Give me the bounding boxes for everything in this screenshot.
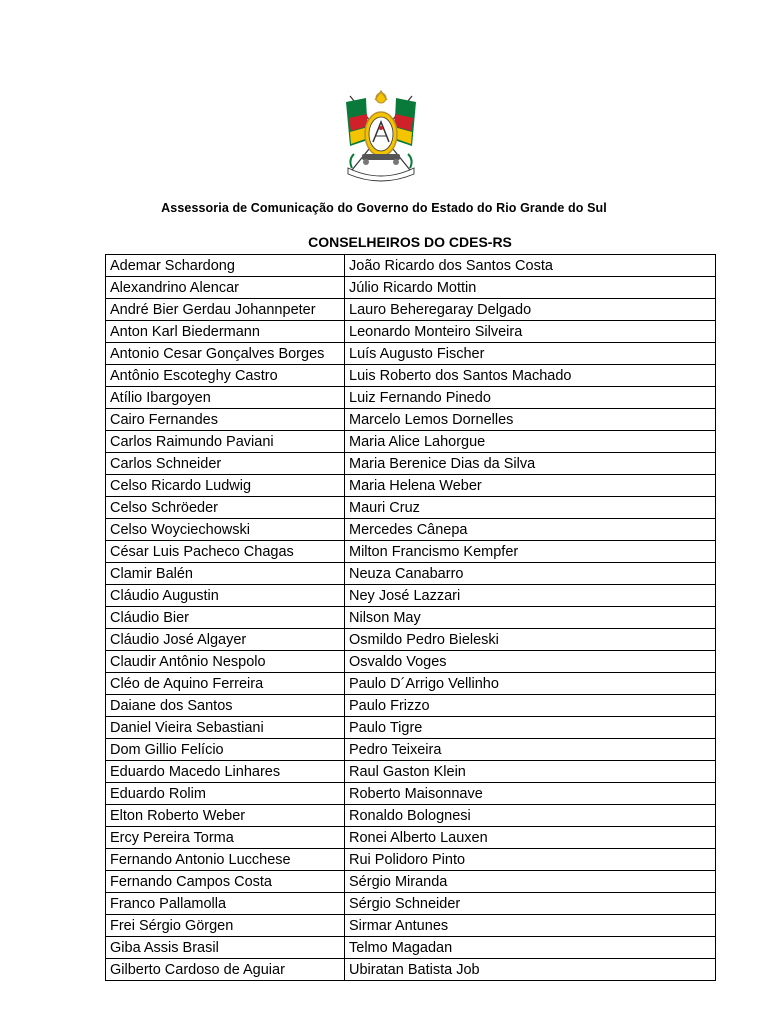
member-name-right: Sérgio Schneider — [345, 893, 716, 915]
table-row — [106, 563, 716, 585]
table-row — [106, 365, 716, 387]
member-name-left: Clamir Balén — [106, 563, 345, 585]
member-name-right: Lauro Beheregaray Delgado — [345, 299, 716, 321]
member-name-right: Paulo Tigre — [345, 717, 716, 739]
member-name-right: Pedro Teixeira — [345, 739, 716, 761]
member-name-right: Osmildo Pedro Bieleski — [345, 629, 716, 651]
agency-name: Assessoria de Comunicação do Governo do Estado do Rio Grande do Sul — [161, 201, 607, 215]
member-name-right: Leonardo Monteiro Silveira — [345, 321, 716, 343]
table-row — [106, 695, 716, 717]
table-row — [106, 893, 716, 915]
table-row — [106, 827, 716, 849]
member-name-left: Gilberto Cardoso de Aguiar — [106, 959, 345, 981]
member-name-right: Roberto Maisonnave — [345, 783, 716, 805]
member-name-left: Eduardo Macedo Linhares — [106, 761, 345, 783]
member-name-left: Cairo Fernandes — [106, 409, 345, 431]
member-name-left: Cláudio Augustin — [106, 585, 345, 607]
member-name-right: Luís Augusto Fischer — [345, 343, 716, 365]
member-name-left: Atílio Ibargoyen — [106, 387, 345, 409]
table-row — [106, 321, 716, 343]
member-name-left: Giba Assis Brasil — [106, 937, 345, 959]
member-name-right: Maria Berenice Dias da Silva — [345, 453, 716, 475]
member-name-left: Fernando Campos Costa — [106, 871, 345, 893]
table-row — [106, 453, 716, 475]
member-name-right: Sérgio Miranda — [345, 871, 716, 893]
member-name-right: Neuza Canabarro — [345, 563, 716, 585]
member-name-right: Mauri Cruz — [345, 497, 716, 519]
member-name-right: Paulo Frizzo — [345, 695, 716, 717]
member-name-left: Frei Sérgio Görgen — [106, 915, 345, 937]
member-name-left: Eduardo Rolim — [106, 783, 345, 805]
table-row — [106, 959, 716, 981]
member-name-right: João Ricardo dos Santos Costa — [345, 255, 716, 277]
table-row — [106, 607, 716, 629]
member-name-right: Paulo D´Arrigo Vellinho — [345, 673, 716, 695]
table-row — [106, 255, 716, 277]
table-row — [106, 475, 716, 497]
member-name-right: Ubiratan Batista Job — [345, 959, 716, 981]
member-name-left: César Luis Pacheco Chagas — [106, 541, 345, 563]
table-row — [106, 409, 716, 431]
member-name-right: Luis Roberto dos Santos Machado — [345, 365, 716, 387]
table-row — [106, 915, 716, 937]
table-row — [106, 871, 716, 893]
member-name-left: Antônio Escoteghy Castro — [106, 365, 345, 387]
list-title: CONSELHEIROS DO CDES-RS — [308, 234, 512, 250]
member-name-right: Mercedes Cânepa — [345, 519, 716, 541]
member-name-left: Ercy Pereira Torma — [106, 827, 345, 849]
member-name-right: Ronei Alberto Lauxen — [345, 827, 716, 849]
member-name-left: Daiane dos Santos — [106, 695, 345, 717]
table-row — [106, 585, 716, 607]
member-name-left: Carlos Raimundo Paviani — [106, 431, 345, 453]
member-name-left: André Bier Gerdau Johannpeter — [106, 299, 345, 321]
member-name-left: Celso Ricardo Ludwig — [106, 475, 345, 497]
table-body — [106, 255, 716, 981]
member-name-left: Celso Woyciechowski — [106, 519, 345, 541]
table-row — [106, 497, 716, 519]
member-name-right: Sirmar Antunes — [345, 915, 716, 937]
table-row — [106, 761, 716, 783]
table-row — [106, 343, 716, 365]
table-row — [106, 629, 716, 651]
member-name-left: Cláudio Bier — [106, 607, 345, 629]
member-name-left: Antonio Cesar Gonçalves Borges — [106, 343, 345, 365]
coat-of-arms-icon — [340, 88, 422, 186]
member-name-left: Claudir Antônio Nespolo — [106, 651, 345, 673]
table-row — [106, 805, 716, 827]
member-name-right: Luiz Fernando Pinedo — [345, 387, 716, 409]
member-name-left: Cláudio José Algayer — [106, 629, 345, 651]
table-row — [106, 673, 716, 695]
table-row — [106, 277, 716, 299]
member-name-left: Ademar Schardong — [106, 255, 345, 277]
table-row — [106, 651, 716, 673]
member-name-left: Cléo de Aquino Ferreira — [106, 673, 345, 695]
table-row — [106, 299, 716, 321]
table-row — [106, 431, 716, 453]
table-row — [106, 783, 716, 805]
member-name-left: Carlos Schneider — [106, 453, 345, 475]
member-name-left: Dom Gillio Felício — [106, 739, 345, 761]
table-row — [106, 717, 716, 739]
council-members-table — [105, 254, 716, 981]
member-name-right: Ronaldo Bolognesi — [345, 805, 716, 827]
member-name-right: Telmo Magadan — [345, 937, 716, 959]
member-name-right: Nilson May — [345, 607, 716, 629]
member-name-left: Celso Schröeder — [106, 497, 345, 519]
table-row — [106, 849, 716, 871]
member-name-left: Fernando Antonio Lucchese — [106, 849, 345, 871]
member-name-right: Marcelo Lemos Dornelles — [345, 409, 716, 431]
member-name-left: Franco Pallamolla — [106, 893, 345, 915]
table-row — [106, 937, 716, 959]
table-row — [106, 519, 716, 541]
member-name-right: Maria Alice Lahorgue — [345, 431, 716, 453]
member-name-left: Anton Karl Biedermann — [106, 321, 345, 343]
member-name-right: Maria Helena Weber — [345, 475, 716, 497]
member-name-right: Ney José Lazzari — [345, 585, 716, 607]
table-row — [106, 387, 716, 409]
member-name-left: Daniel Vieira Sebastiani — [106, 717, 345, 739]
member-name-right: Raul Gaston Klein — [345, 761, 716, 783]
table-row — [106, 541, 716, 563]
member-name-right: Milton Francismo Kempfer — [345, 541, 716, 563]
table-row — [106, 739, 716, 761]
member-name-right: Osvaldo Voges — [345, 651, 716, 673]
member-name-left: Elton Roberto Weber — [106, 805, 345, 827]
member-name-left: Alexandrino Alencar — [106, 277, 345, 299]
member-name-right: Júlio Ricardo Mottin — [345, 277, 716, 299]
member-name-right: Rui Polidoro Pinto — [345, 849, 716, 871]
